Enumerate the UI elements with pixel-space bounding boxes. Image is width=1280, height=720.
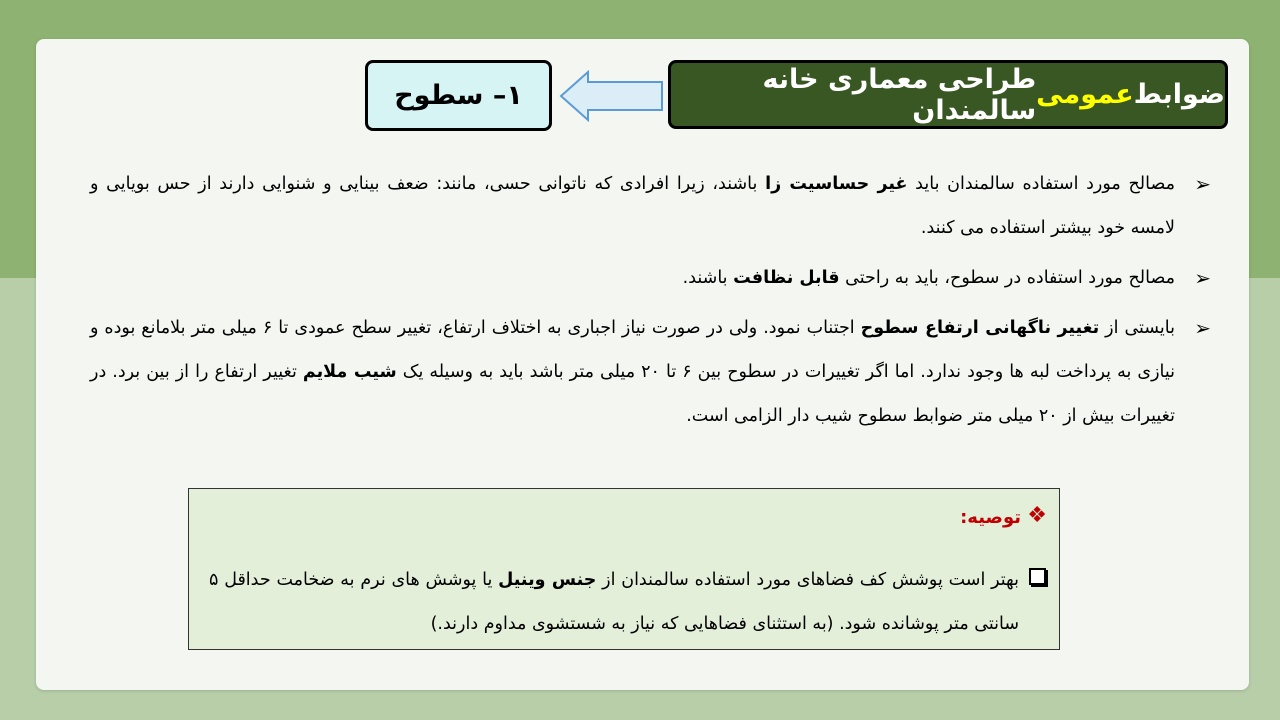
bullet-bold: تغییر ناگهانی ارتفاع سطوح xyxy=(860,318,1100,338)
bullet-text: اجتناب نمود. ولی در صورت نیاز اجباری به اختلاف ارتفاع، تغییر سطح عمودی تا ۶ میلی متر بلامانع بوده و نیازی به پرداخت لبه ها وجود ندارد. اما اگر تغییرات در سطوح بین ۶ تا ۲۰ میلی متر باشد باید به وسیله یک xyxy=(90,318,1176,382)
bullet-item xyxy=(90,256,1215,300)
checkbox-bullet-icon xyxy=(1029,568,1046,585)
slide-title xyxy=(668,60,1228,129)
tip-text: بهتر است پوشش کف فضاهای مورد استفاده سالمندان از xyxy=(596,570,1019,590)
arrow-bullet-icon: ➢ xyxy=(1194,316,1211,340)
title-highlight: عمومی xyxy=(1036,79,1134,110)
diamond-bullet-icon: ❖ xyxy=(1027,503,1047,528)
bullet-item xyxy=(90,162,1215,250)
bullet-text: باشند. xyxy=(682,268,734,288)
arrow-bullet-icon: ➢ xyxy=(1194,172,1211,196)
left-arrow-icon xyxy=(558,70,664,122)
recommendation-heading: توصیه: xyxy=(960,507,1021,528)
bullet-text: باشند، زیرا افرادی که ناتوانی حسی، مانند: ضعف بینایی و شنوایی دارند از حس بویایی و لامسه خود بیشتر استفاده می کنند. xyxy=(90,174,1175,238)
arrow-bullet-icon: ➢ xyxy=(1194,266,1211,290)
bullet-text: مصالح مورد استفاده سالمندان باید xyxy=(907,174,1176,194)
title-part2: طراحی معماری خانه سالمندان xyxy=(762,63,1037,126)
bullet-bold: قابل نظافت xyxy=(733,268,840,288)
bullet-list xyxy=(90,162,1215,444)
section-label-text: ۱– سطوح xyxy=(394,80,523,111)
bullet-text: بایستی از xyxy=(1099,318,1175,338)
recommendation-text xyxy=(209,558,1019,646)
bullet-text: تغییر ارتفاع را از بین برد. در تغییرات بیش از ۲۰ میلی متر ضوابط سطوح شیب دار الزامی است. xyxy=(90,362,1175,426)
bullet-item xyxy=(90,306,1215,438)
bullet-bold: غیر حساسیت زا xyxy=(765,174,908,194)
recommendation-box xyxy=(188,488,1060,650)
tip-bold: جنس وینیل xyxy=(498,570,597,590)
section-label xyxy=(365,60,552,131)
title-part1: ضوابط xyxy=(1133,79,1225,110)
bullet-text: مصالح مورد استفاده در سطوح، باید به راحتی xyxy=(839,268,1175,288)
bullet-bold: شیب ملایم xyxy=(302,362,397,382)
tip-text: یا پوشش های نرم به ضخامت حداقل ۵ سانتی متر پوشانده شود. (به استثنای فضاهایی که نیاز به شستشوی مداوم دارند.) xyxy=(209,570,1019,634)
